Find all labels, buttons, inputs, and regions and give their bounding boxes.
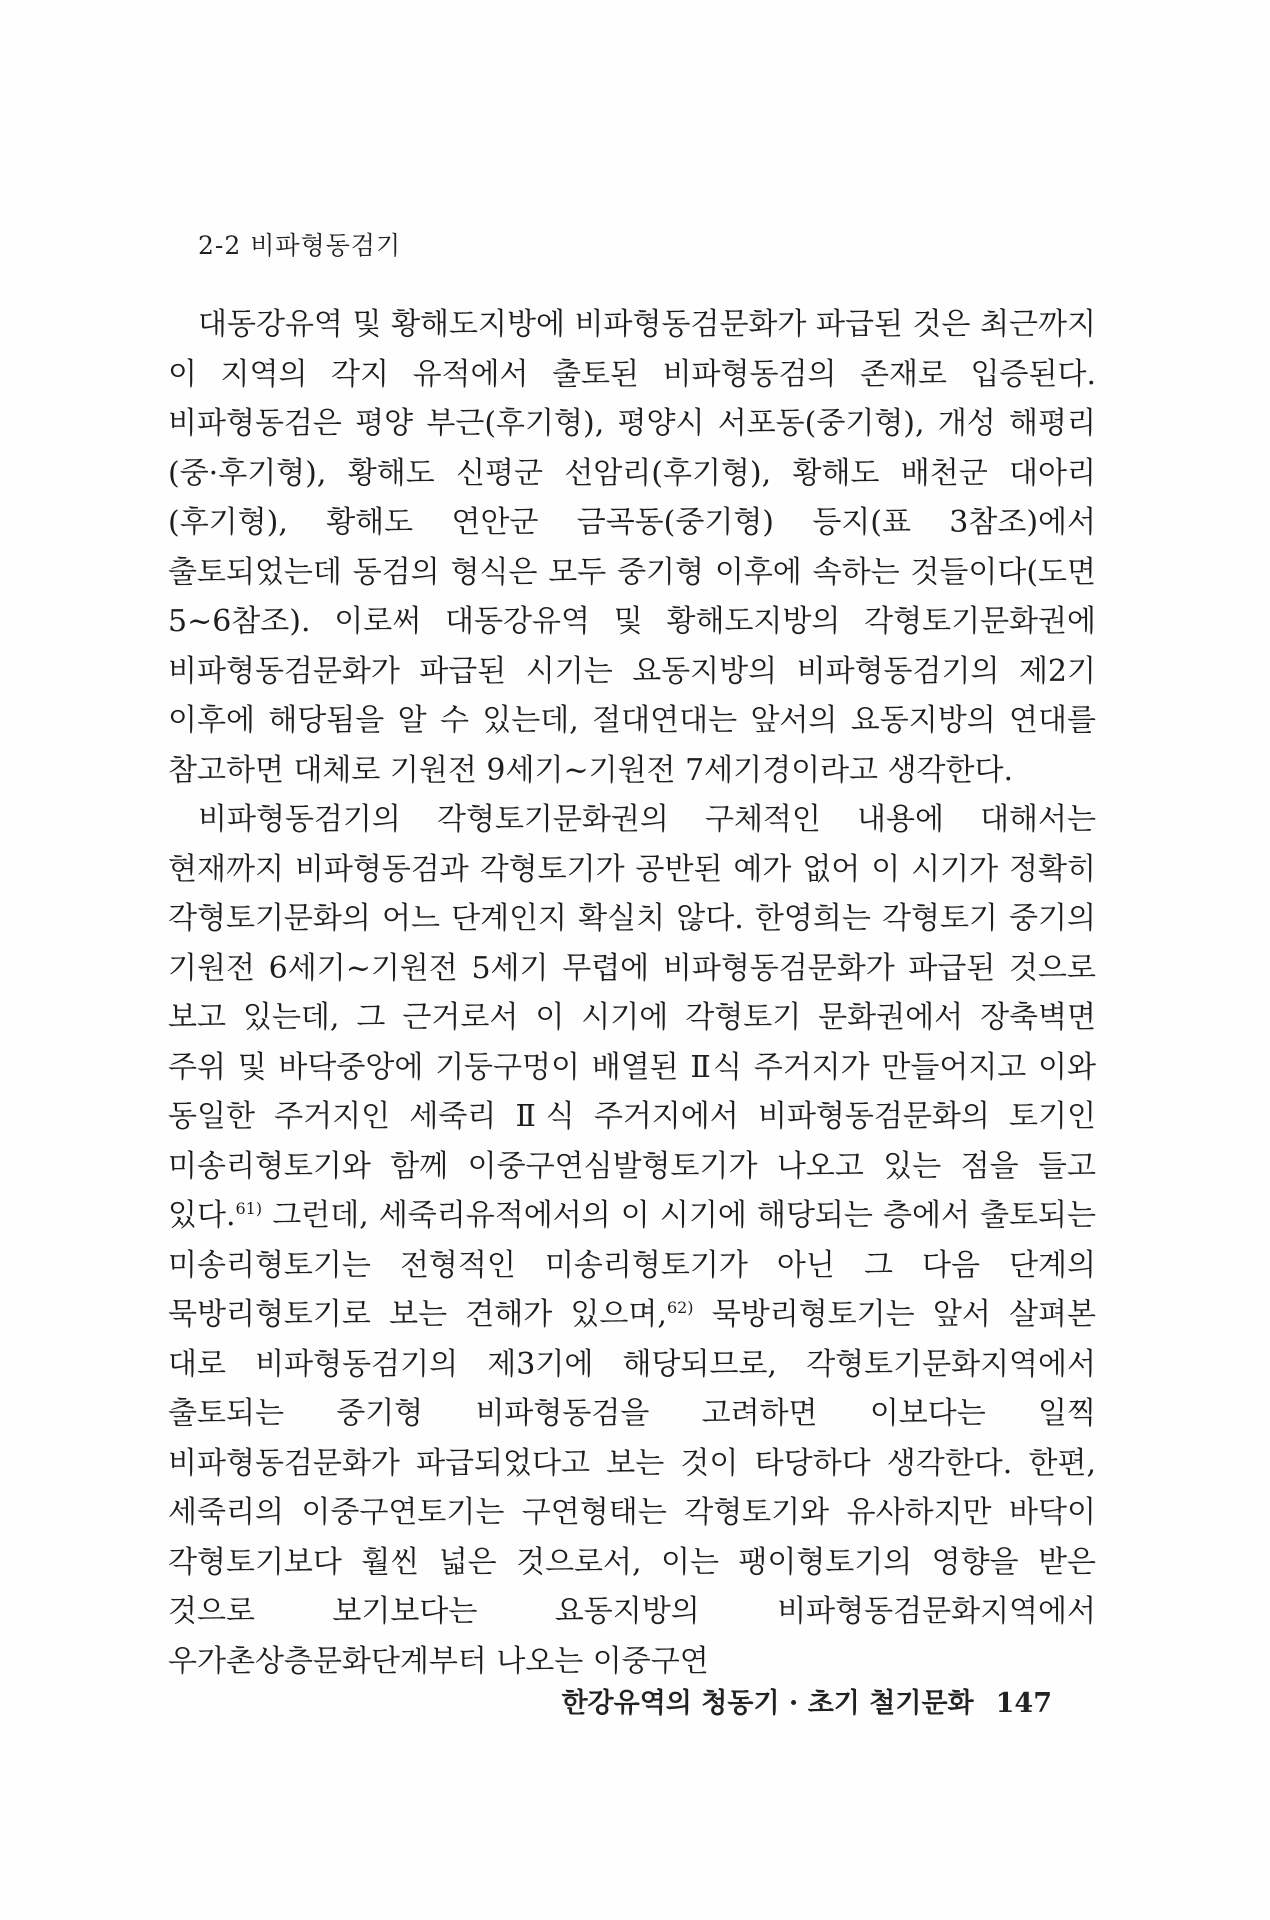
body-text	[168, 300, 1096, 1686]
page-number: 147	[995, 1688, 1052, 1719]
paragraph-text: 묵방리형토기는 앞서 살펴본 대로 비파형동검기의 제3기에 해당되므로, 각형토기문화지역에서 출토되는 중기형 비파형동검을 고려하면 이보다는 일찍 비파형동검문화가 파급되었다고 보는 것이 타당하다 생각한다. 한편, 세죽리의 이중구연토기는 구연형태는 각형토기와 유사하지만 바닥이 각형토기보다 훨씬 넓은 것으로서, 이는 팽이형토기의 영향을 받은 것으로 보기보다는 요동지방의 비파형동검문화지역에서 우가촌상층문화단계부터 나오는 이중구연	[168, 1297, 1096, 1679]
footer-title: 한강유역의 청동기 · 초기 철기문화	[561, 1688, 974, 1719]
paragraph-text: 비파형동검기의 각형토기문화권의 구체적인 내용에 대해서는 현재까지 비파형동검과 각형토기가 공반된 예가 없어 이 시기가 정확히 각형토기문화의 어느 단계인지 확실치 않다. 한영희는 각형토기 중기의 기원전 6세기~기원전 5세기 무렵에 비파형동검문화가 파급된 것으로 보고 있는데, 그 근거로서 이 시기에 각형토기 문화권에서 장축벽면 주위 및 바닥중앙에 기둥구멍이 배열된 Ⅱ식 주거지가 만들어지고 이와 동일한 주거지인 세죽리 Ⅱ식 주거지에서 비파형동검문화의 토기인 미송리형토기와 함께 이중구연심발형토기가 나오고 있는 점을 들고 있다.	[168, 802, 1096, 1233]
paragraph-text: 그런데, 세죽리유적에서의 이 시기에 해당되는 층에서 출토되는 미송리형토기는 전형적인 미송리형토기가 아닌 그 다음 단계의 묵방리형토기로 보는 견해가 있으며,	[168, 1198, 1096, 1332]
paragraph-text: 대동강유역 및 황해도지방에 비파형동검문화가 파급된 것은 최근까지 이 지역의 각지 유적에서 출토된 비파형동검의 존재로 입증된다. 비파형동검은 평양 부근(후기형), 평양시 서포동(중기형), 개성 해평리(중·후기형), 황해도 신평군 선암리(후기형), 황해도 배천군 대아리(후기형), 황해도 연안군 금곡동(중기형) 등지(표 3참조)에서 출토되었는데 동검의 형식은 모두 중기형 이후에 속하는 것들이다(도면 5~6참조). 이로써 대동강유역 및 황해도지방의 각형토기문화권에 비파형동검문화가 파급된 시기는 요동지방의 비파형동검기의 제2기 이후에 해당됨을 알 수 있는데, 절대연대는 앞서의 요동지방의 연대를 참고하면 대체로 기원전 9세기~기원전 7세기경이라고 생각한다.	[168, 307, 1096, 788]
paragraph-1	[168, 300, 1096, 795]
footnote-marker: 61)	[235, 1199, 263, 1218]
paragraph-2	[168, 795, 1096, 1686]
section-heading: 2-2 비파형동검기	[198, 231, 402, 260]
footnote-marker: 62)	[666, 1298, 694, 1317]
running-footer	[561, 1681, 1052, 1720]
